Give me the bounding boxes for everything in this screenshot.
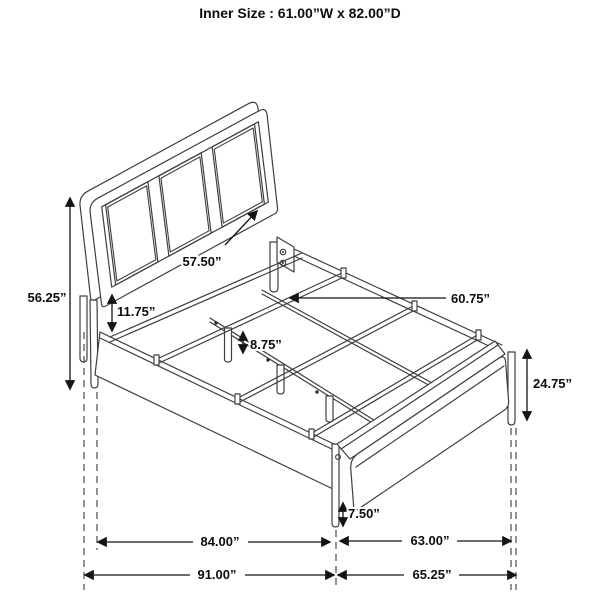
- slat-3-left-bracket: [309, 429, 314, 439]
- slat-1-right-bracket: [341, 268, 346, 278]
- dimension-label: 8.75”: [250, 337, 282, 352]
- footboard-leg-right: [508, 352, 515, 425]
- dimension-label: 60.75”: [451, 291, 491, 306]
- dimension-footboard-clearance: [343, 503, 380, 526]
- slat-2-left-bracket: [235, 394, 240, 404]
- side-rail-left: [95, 332, 338, 489]
- dimension-overall-width: [338, 566, 516, 582]
- slat-1-left-bracket: [154, 355, 159, 365]
- dimension-label: 57.50”: [182, 254, 222, 269]
- page-title: Inner Size : 61.00”W x 82.00”D: [199, 5, 401, 21]
- dimension-label: 65.25”: [412, 567, 452, 582]
- dimension-overall-depth: [85, 566, 334, 582]
- dimension-label: 7.50”: [348, 506, 380, 521]
- footboard: [332, 341, 515, 527]
- dimension-headboard-height: [27, 198, 70, 389]
- support-leg-3: [315, 390, 333, 422]
- dimension-label: 84.00”: [200, 534, 240, 549]
- dimension-label: 11.75”: [117, 304, 156, 319]
- headboard-rail-bracket: [277, 237, 294, 272]
- slat-2: [235, 301, 417, 404]
- slat-2-right-bracket: [412, 301, 417, 311]
- support-leg-2: [266, 358, 284, 394]
- dimension-label: 63.00”: [410, 533, 450, 548]
- dimension-inner-depth: [98, 533, 330, 549]
- dimension-footboard-inner-span: [340, 532, 511, 548]
- dimension-label: 56.25”: [27, 290, 67, 305]
- slat-bolt-2: [266, 358, 269, 361]
- slat-3-right-bracket: [476, 330, 481, 340]
- slat-bolt-3: [315, 390, 318, 393]
- dimension-label: 91.00”: [197, 567, 237, 582]
- headboard-leg-back-left: [80, 296, 87, 362]
- slat-bolt-1: [214, 321, 217, 324]
- dimension-footboard-height: [527, 350, 572, 420]
- support-leg-1: [214, 321, 231, 362]
- dimension-label: 24.75”: [533, 376, 573, 391]
